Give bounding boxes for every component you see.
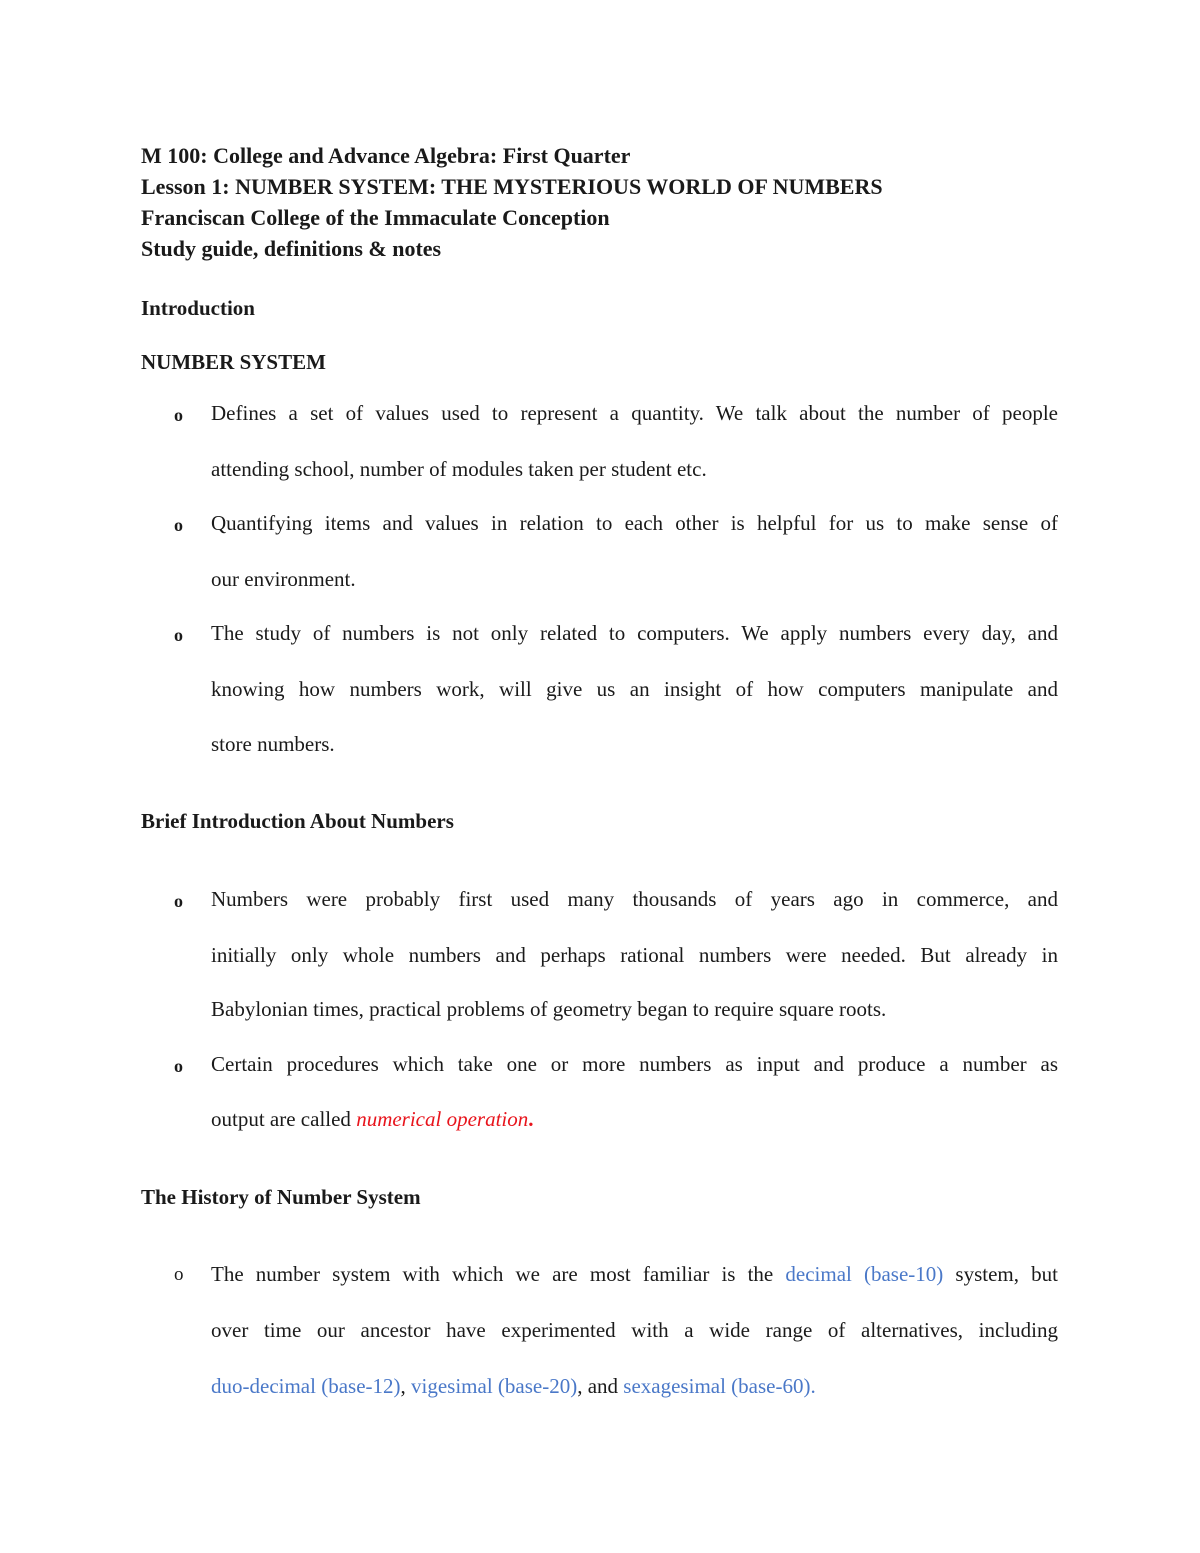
number-system-bullet-3-line-1: The study of numbers is not only related to computers. We apply numbers every day, and <box>211 621 1058 645</box>
history-and: , and <box>577 1374 624 1398</box>
brief-introduction-heading: Brief Introduction About Numbers <box>141 809 454 833</box>
bullet-icon: o <box>174 1264 184 1285</box>
history-line-1-suffix: system, but <box>943 1262 1058 1286</box>
number-system-bullet-3-line-2: knowing how numbers work, will give us an insight of how computers manipulate and <box>211 677 1058 701</box>
duo-decimal-term: duo-decimal (base-12) <box>211 1374 401 1398</box>
number-system-bullet-3-line-3: store numbers. <box>211 732 335 756</box>
brief-bullet-2-line-2 <box>211 1104 1058 1134</box>
numerical-operation-term: numerical operation <box>356 1107 529 1131</box>
history-bullet-line-3 <box>211 1371 1058 1401</box>
history-bullet-line-1 <box>211 1259 1058 1289</box>
number-system-bullet-2-line-1: Quantifying items and values in relation to each other is helpful for us to make sense of <box>211 511 1058 535</box>
bullet-icon: o <box>174 405 183 425</box>
decimal-term: decimal (base-10) <box>785 1262 944 1286</box>
document-type: Study guide, definitions & notes <box>141 236 442 261</box>
number-system-bullet-1-line-1: Defines a set of values used to represent a quantity. We talk about the number of people <box>211 401 1058 425</box>
brief-bullet-2-prefix: output are called <box>211 1107 357 1131</box>
sexagesimal-term: sexagesimal (base-60). <box>623 1374 816 1398</box>
brief-bullet-1-line-1: Numbers were probably first used many thousands of years ago in commerce, and <box>211 887 1058 911</box>
history-heading: The History of Number System <box>141 1185 421 1209</box>
history-comma: , <box>400 1374 412 1398</box>
school-name: Franciscan College of the Immaculate Conception <box>141 205 610 230</box>
history-line-1-prefix: The number system with which we are most familiar is the <box>211 1262 786 1286</box>
course-title: M 100: College and Advance Algebra: First Quarter <box>141 143 631 168</box>
bullet-icon: o <box>174 1056 183 1076</box>
number-system-heading: NUMBER SYSTEM <box>141 350 326 374</box>
number-system-bullet-2-line-2: our environment. <box>211 567 356 591</box>
brief-bullet-2-line-1: Certain procedures which take one or more numbers as input and produce a number as <box>211 1052 1058 1076</box>
vigesimal-term: vigesimal (base-20) <box>411 1374 578 1398</box>
brief-bullet-1-line-2: initially only whole numbers and perhaps rational numbers were needed. But already in <box>211 943 1058 967</box>
bullet-icon: o <box>174 625 183 645</box>
bullet-icon: o <box>174 891 183 911</box>
numerical-operation-period: . <box>528 1107 534 1131</box>
brief-bullet-1-line-3: Babylonian times, practical problems of geometry began to require square roots. <box>211 997 887 1021</box>
bullet-icon: o <box>174 515 183 535</box>
lesson-title: Lesson 1: NUMBER SYSTEM: THE MYSTERIOUS WORLD OF NUMBERS <box>141 174 883 199</box>
number-system-bullet-1-line-2: attending school, number of modules taken per student etc. <box>211 457 707 481</box>
history-bullet-line-2: over time our ancestor have experimented with a wide range of alternatives, including <box>211 1318 1058 1342</box>
introduction-heading: Introduction <box>141 296 255 320</box>
